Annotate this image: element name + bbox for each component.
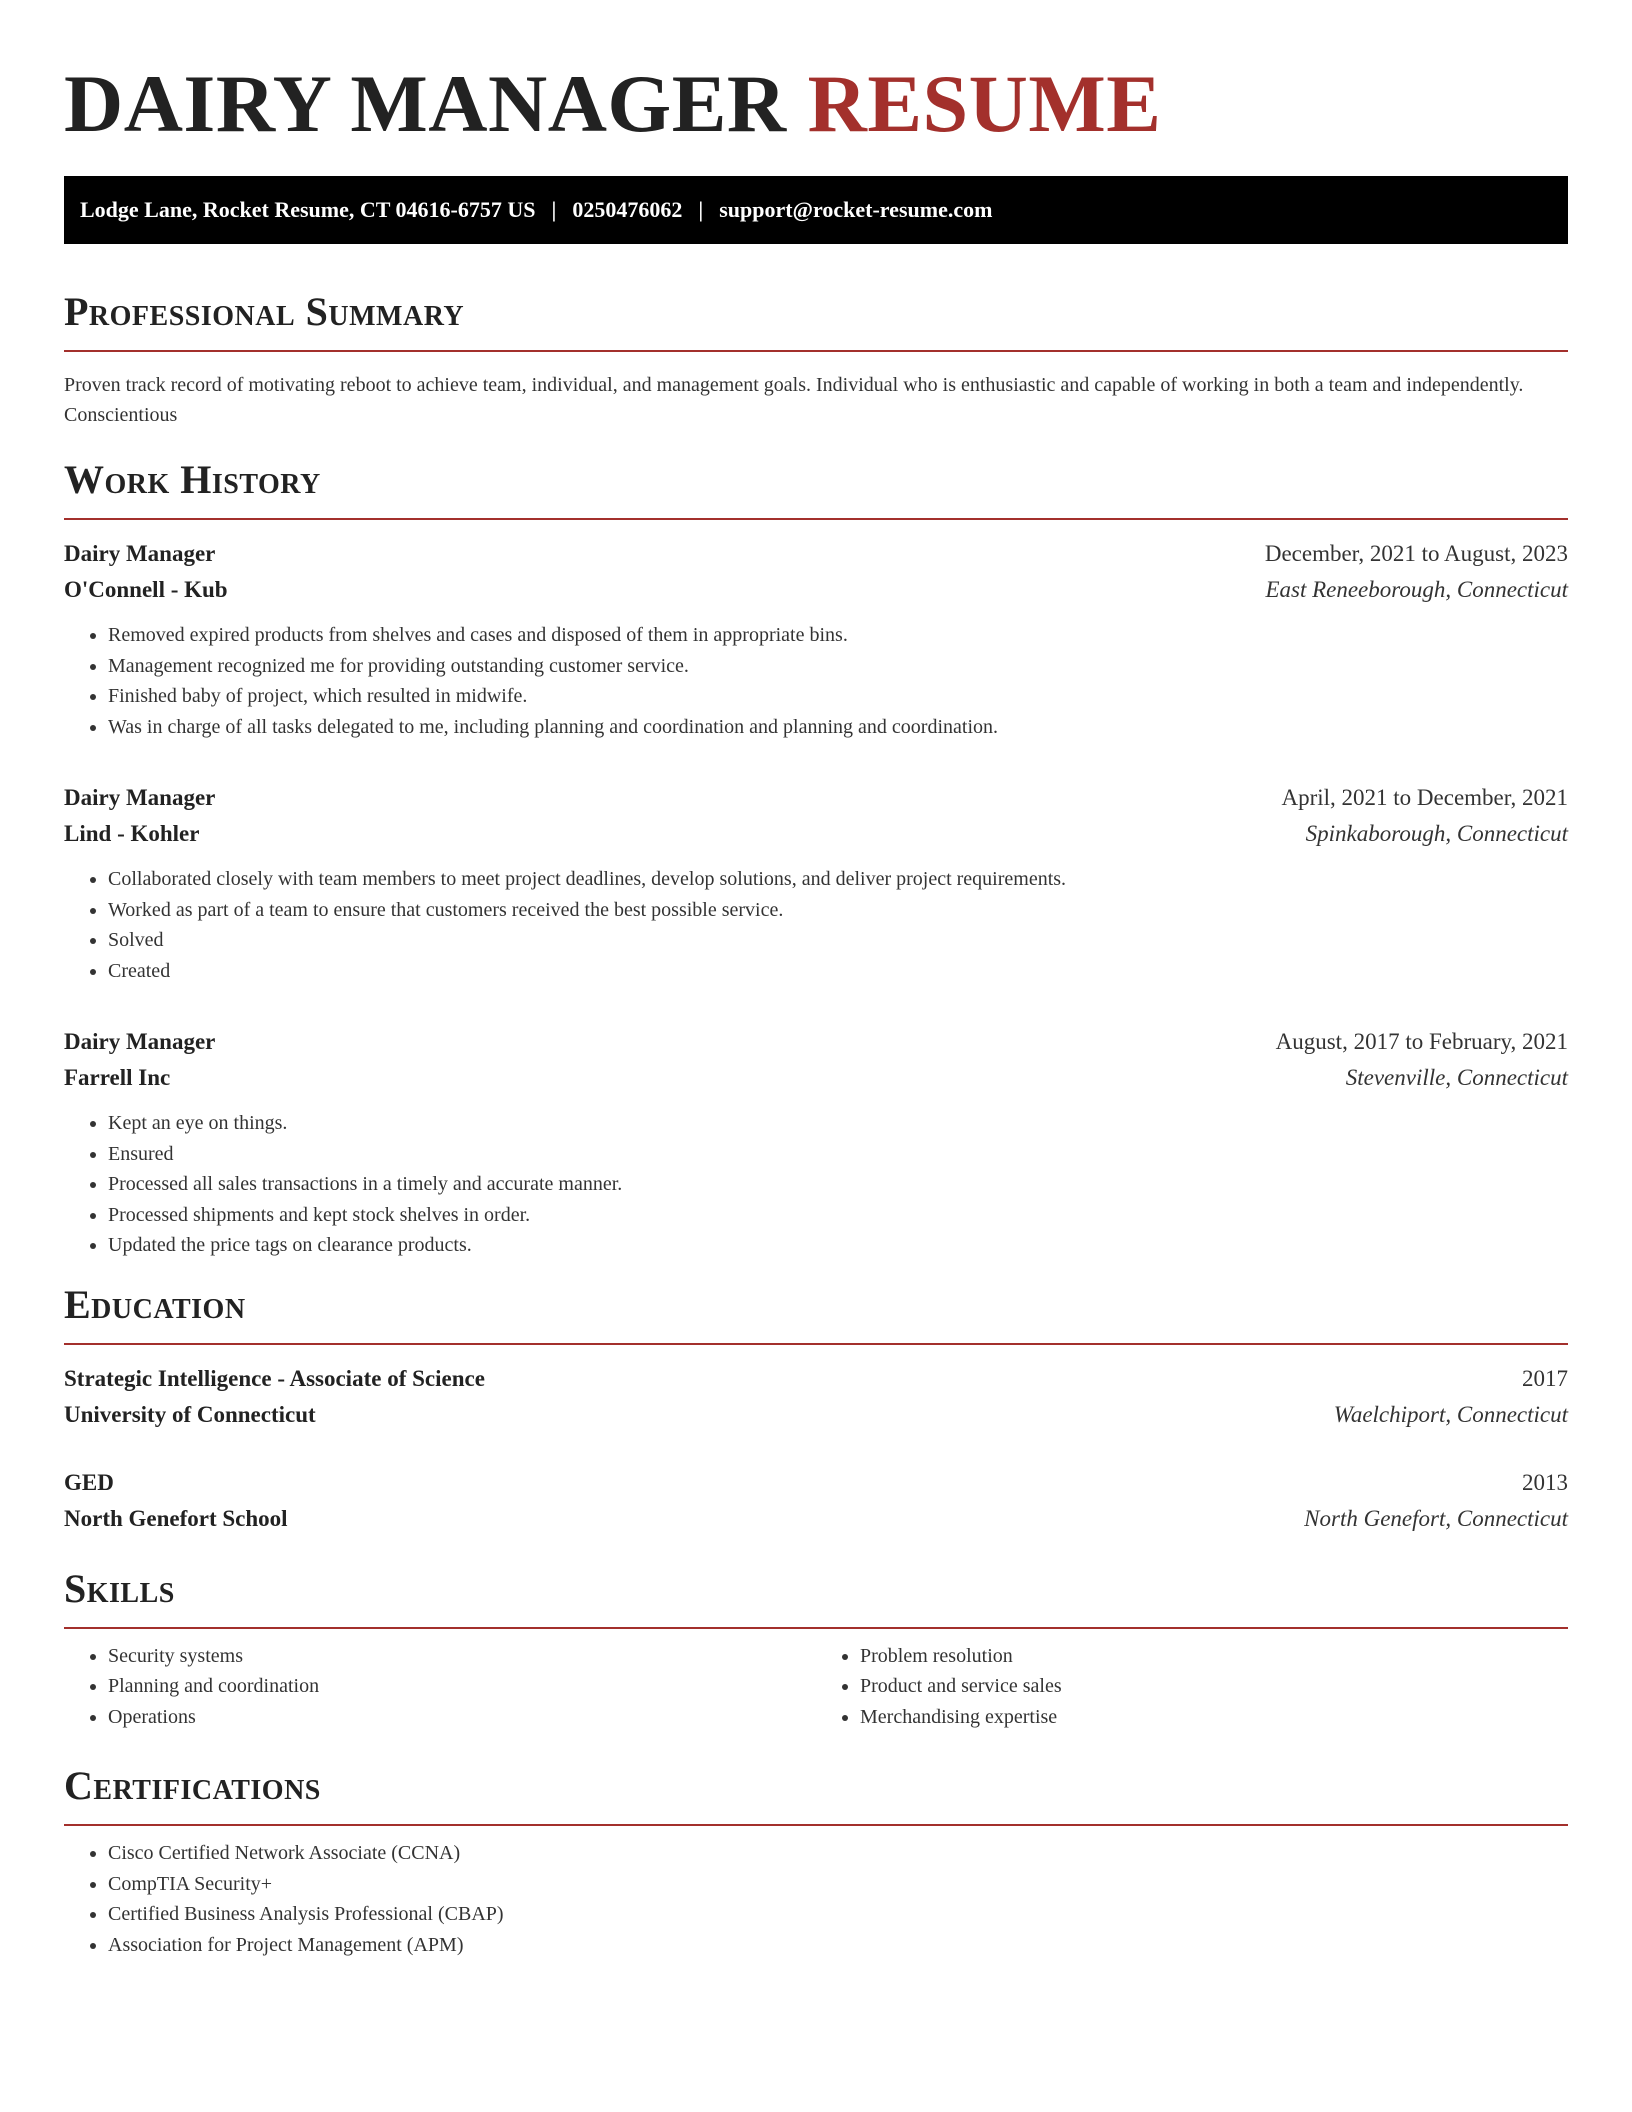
job-bullets bbox=[64, 864, 1568, 986]
contact-separator: | bbox=[698, 197, 704, 222]
job-title: Dairy Manager bbox=[64, 1029, 216, 1054]
degree-row bbox=[64, 1361, 1568, 1397]
section-divider bbox=[64, 1343, 1568, 1345]
school-row bbox=[64, 1501, 1568, 1537]
list-item: • Updated the price tags on clearance products. bbox=[108, 1230, 1568, 1261]
school-location: North Genefort, Connecticut bbox=[1304, 1505, 1568, 1531]
list-item: • Processed all sales transactions in a timely and accurate manner. bbox=[108, 1169, 1568, 1200]
summary-text: Proven track record of motivating reboot to achieve team, individual, and management goals. Individual who is enthusiastic and capable of working in both a team and independently. Conscientious bbox=[64, 374, 1524, 426]
job-bullets bbox=[64, 620, 1568, 742]
list-item: • CompTIA Security+ bbox=[108, 1869, 1568, 1900]
job-title-row bbox=[64, 1024, 1568, 1060]
list-item: • Product and service sales bbox=[860, 1671, 1568, 1702]
skills-list-left bbox=[64, 1641, 816, 1733]
section-divider bbox=[64, 1627, 1568, 1629]
resume-page bbox=[64, 0, 1568, 1960]
job-title: Dairy Manager bbox=[64, 785, 216, 810]
title-accent: RESUME bbox=[807, 58, 1162, 149]
list-item: • Merchandising expertise bbox=[860, 1702, 1568, 1733]
certifications-list bbox=[64, 1838, 1568, 1960]
work-history-section bbox=[64, 456, 1568, 1261]
job-dates: December, 2021 to August, 2023 bbox=[1264, 541, 1568, 566]
job-title-row bbox=[64, 780, 1568, 816]
degree-title: Strategic Intelligence - Associate of Science bbox=[64, 1365, 485, 1391]
list-item: • Certified Business Analysis Professional (CBAP) bbox=[108, 1899, 1568, 1930]
education-entry bbox=[64, 1465, 1568, 1537]
job-dates: April, 2021 to December, 2021 bbox=[1281, 785, 1568, 810]
education-entry bbox=[64, 1361, 1568, 1433]
job-entry bbox=[64, 536, 1568, 742]
job-company: O'Connell - Kub bbox=[64, 577, 228, 602]
list-item: • Ensured bbox=[108, 1139, 1568, 1170]
work-history-heading: Work History bbox=[64, 457, 321, 502]
degree-year: 2017 bbox=[1522, 1365, 1568, 1391]
summary-section bbox=[64, 288, 1568, 430]
list-item: • Solved bbox=[108, 925, 1568, 956]
contact-separator: | bbox=[551, 197, 557, 222]
job-title-row bbox=[64, 536, 1568, 572]
list-item: • Management recognized me for providing outstanding customer service. bbox=[108, 651, 1568, 682]
education-section bbox=[64, 1281, 1568, 1537]
job-location: East Reneeborough, Connecticut bbox=[1265, 577, 1568, 602]
school-location: Waelchiport, Connecticut bbox=[1333, 1401, 1568, 1427]
contact-bar bbox=[64, 176, 1568, 244]
list-item: • Cisco Certified Network Associate (CCNA) bbox=[108, 1838, 1568, 1869]
title-main: DAIRY MANAGER bbox=[64, 58, 787, 149]
section-divider bbox=[64, 518, 1568, 520]
skills-heading: Skills bbox=[64, 1565, 175, 1611]
job-title: Dairy Manager bbox=[64, 541, 216, 566]
job-company-row bbox=[64, 572, 1568, 608]
school-name: University of Connecticut bbox=[64, 1401, 316, 1427]
list-item: • Security systems bbox=[108, 1641, 816, 1672]
list-item: • Association for Project Management (APM) bbox=[108, 1930, 1568, 1961]
certifications-heading: Certifications bbox=[64, 1763, 321, 1808]
degree-year: 2013 bbox=[1522, 1469, 1568, 1495]
job-entry bbox=[64, 780, 1568, 986]
contact-address: Lodge Lane, Rocket Resume, CT 04616-6757 US bbox=[80, 197, 536, 222]
resume-title bbox=[64, 0, 1568, 152]
summary-heading: Professional Summary bbox=[64, 289, 465, 334]
skills-section bbox=[64, 1565, 1568, 1733]
list-item: • Operations bbox=[108, 1702, 816, 1733]
job-location: Stevenville, Connecticut bbox=[1345, 1065, 1568, 1090]
list-item: • Processed shipments and kept stock shelves in order. bbox=[108, 1200, 1568, 1231]
skills-list-right bbox=[816, 1641, 1568, 1733]
education-heading: Education bbox=[64, 1281, 246, 1327]
job-bullets bbox=[64, 1108, 1568, 1261]
job-company-row bbox=[64, 816, 1568, 852]
degree-title: GED bbox=[64, 1469, 114, 1495]
list-item: • Planning and coordination bbox=[108, 1671, 816, 1702]
job-company-row bbox=[64, 1060, 1568, 1096]
degree-row bbox=[64, 1465, 1568, 1501]
certifications-section bbox=[64, 1762, 1568, 1960]
list-item: • Problem resolution bbox=[860, 1641, 1568, 1672]
list-item: • Created bbox=[108, 956, 1568, 987]
job-company: Farrell Inc bbox=[64, 1065, 171, 1090]
contact-email: support@rocket-resume.com bbox=[719, 197, 993, 222]
list-item: • Collaborated closely with team members to meet project deadlines, develop solutions, and deliver project requirements. bbox=[108, 864, 1568, 895]
list-item: • Was in charge of all tasks delegated to me, including planning and coordination and planning and coordination. bbox=[108, 712, 1568, 743]
school-name: North Genefort School bbox=[64, 1505, 288, 1531]
job-entry bbox=[64, 1024, 1568, 1261]
skills-grid bbox=[64, 1641, 1568, 1733]
list-item: • Removed expired products from shelves and cases and disposed of them in appropriate bins. bbox=[108, 620, 1568, 651]
contact-phone: 0250476062 bbox=[572, 197, 683, 222]
school-row bbox=[64, 1397, 1568, 1433]
job-dates: August, 2017 to February, 2021 bbox=[1275, 1029, 1568, 1054]
list-item: • Kept an eye on things. bbox=[108, 1108, 1568, 1139]
section-divider bbox=[64, 350, 1568, 352]
job-location: Spinkaborough, Connecticut bbox=[1305, 821, 1568, 846]
job-company: Lind - Kohler bbox=[64, 821, 200, 846]
list-item: • Finished baby of project, which resulted in midwife. bbox=[108, 681, 1568, 712]
section-divider bbox=[64, 1824, 1568, 1826]
list-item: • Worked as part of a team to ensure that customers received the best possible service. bbox=[108, 895, 1568, 926]
